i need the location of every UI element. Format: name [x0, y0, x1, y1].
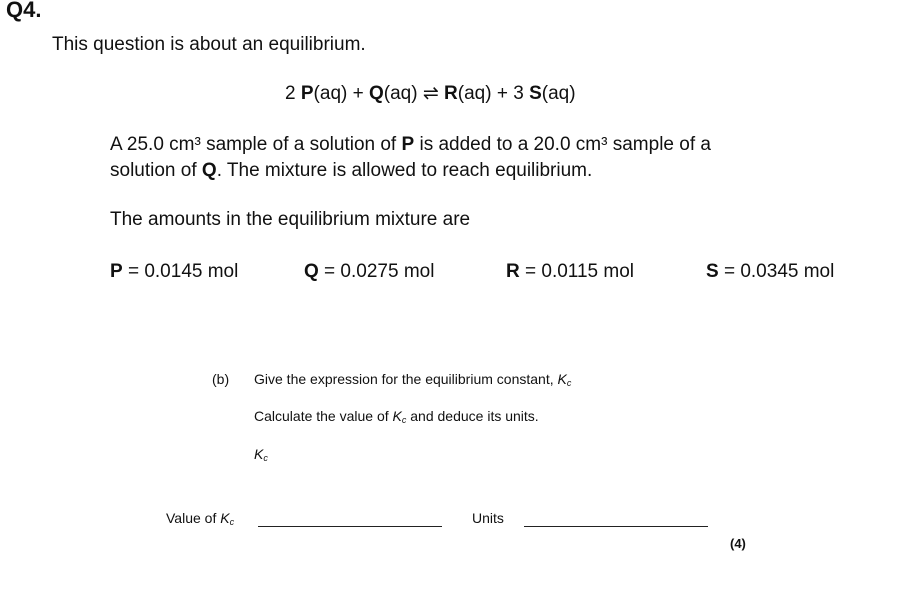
paragraph-line-1: [110, 132, 711, 158]
amount-value: = 0.0345 mol: [718, 261, 835, 282]
question-number: Q4.: [6, 0, 42, 22]
amount-q: [304, 261, 434, 283]
kc-working-label: [254, 446, 268, 463]
amount-species: P: [110, 261, 123, 282]
eq-species-s: S: [529, 83, 542, 104]
para-species-p: P: [401, 134, 415, 155]
eq-species-p: P: [300, 83, 314, 104]
kc-subscript: c: [229, 517, 235, 527]
marks-indicator: (4): [730, 536, 746, 551]
part-b-calculate: [254, 408, 539, 425]
kc-symbol: K: [392, 408, 402, 424]
amount-species: S: [706, 261, 719, 282]
kc-subscript: c: [263, 453, 268, 463]
amount-p: [110, 261, 238, 283]
amount-s: [706, 261, 834, 283]
question-intro: This question is about an equilibrium.: [52, 34, 366, 55]
units-answer-line[interactable]: [524, 526, 708, 527]
amount-value: = 0.0275 mol: [318, 261, 435, 282]
part-b-instruction: [254, 371, 571, 388]
para-text: . The mixture is allowed to reach equilibrium.: [216, 160, 593, 181]
eq-state-s: (aq): [541, 83, 576, 104]
para-text: is added to a 20.0 cm³ sample of a: [414, 134, 711, 155]
eq-state-q: (aq) ⇌: [383, 83, 445, 104]
instruction-text: Give the expression for the equilibrium constant,: [254, 371, 558, 387]
amount-r: [506, 261, 634, 283]
amount-species: Q: [304, 261, 319, 282]
amount-species: R: [506, 261, 520, 282]
kc-subscript: c: [401, 415, 407, 425]
value-label-text: Value of: [166, 510, 221, 526]
para-text: solution of: [110, 160, 202, 181]
para-text: A 25.0 cm³ sample of a solution of: [110, 134, 402, 155]
eq-species-r: R: [444, 83, 458, 104]
amounts-intro: The amounts in the equilibrium mixture are: [110, 209, 471, 230]
eq-state-r: (aq) + 3: [457, 83, 530, 104]
paragraph-line-2: [110, 158, 711, 184]
kc-symbol: K: [557, 371, 567, 387]
kc-symbol: K: [254, 446, 264, 462]
part-b-label: (b): [212, 371, 230, 387]
para-species-q: Q: [201, 160, 217, 181]
question-paragraph: [110, 132, 711, 184]
eq-state-p: (aq) +: [313, 83, 369, 104]
kc-subscript: c: [566, 378, 572, 388]
calc-text: and deduce its units.: [406, 408, 539, 424]
units-label: Units: [472, 510, 504, 526]
eq-coef-p: 2: [285, 83, 301, 104]
kc-symbol: K: [220, 510, 230, 526]
value-answer-line[interactable]: [258, 526, 442, 527]
amount-value: = 0.0145 mol: [122, 261, 239, 282]
value-of-kc-label: [166, 510, 234, 527]
eq-species-q: Q: [369, 83, 384, 104]
amount-value: = 0.0115 mol: [519, 261, 634, 282]
equilibrium-equation: [285, 82, 576, 105]
calc-text: Calculate the value of: [254, 408, 393, 424]
